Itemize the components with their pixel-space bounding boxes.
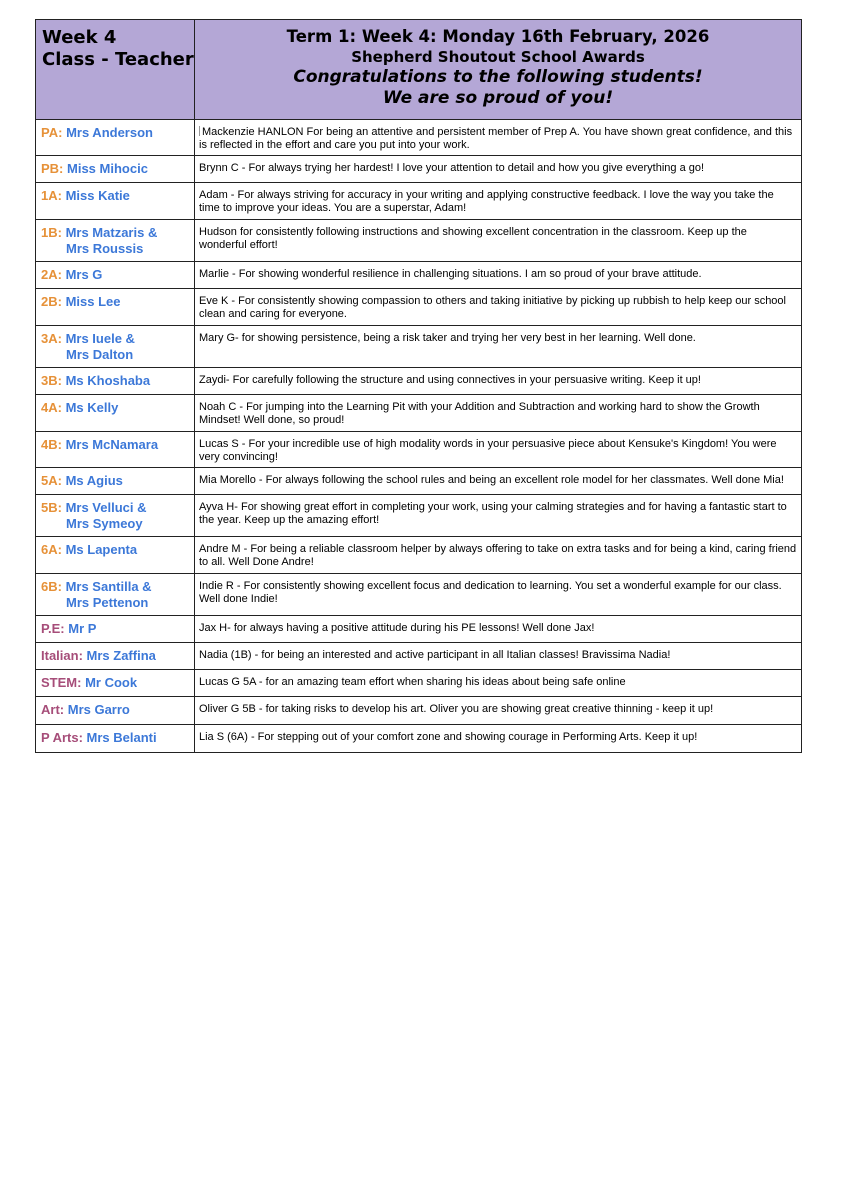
award-message-cell [195, 574, 802, 616]
award-message: Mackenzie HANLON For being an attentive and persistent member of Prep A. You have shown great confidence, and this is reflected in the effort and care you put into your work. [199, 126, 793, 151]
award-message: Noah C - For jumping into the Learning Pit with your Addition and Subtraction and working hard to show the Growth Mindset! Well done, so proud! [199, 401, 760, 426]
proud-line: We are so proud of you! [382, 88, 614, 108]
class-code: Italian: [41, 648, 83, 663]
award-message: Eve K - For consistently showing compassion to others and taking initiative by picking up rubbish to help keep our school clean and caring for everyone. [199, 295, 786, 320]
award-message-cell [195, 156, 802, 183]
class-teacher-cell [36, 262, 195, 289]
award-row [36, 468, 802, 495]
teacher-name-second: Mrs Roussis [66, 241, 144, 256]
class-code: P Arts: [41, 730, 83, 745]
award-message: Zaydi- For carefully following the structure and using connectives in your persuasive writing. Keep it up! [199, 374, 701, 386]
class-teacher-cell [36, 725, 195, 753]
class-teacher-cell [36, 368, 195, 395]
award-row [36, 262, 802, 289]
teacher-name: Miss Mihocic [67, 161, 148, 176]
award-message-cell [195, 368, 802, 395]
award-message: Jax H- for always having a positive attitude during his PE lessons! Well done Jax! [199, 622, 595, 634]
award-message-cell [195, 120, 802, 156]
class-teacher-cell [36, 616, 195, 643]
teacher-name: Ms Lapenta [65, 542, 138, 557]
class-teacher-line [41, 161, 190, 177]
class-code: STEM: [41, 675, 82, 690]
class-teacher-cell [36, 289, 195, 326]
award-message: Mary G- for showing persistence, being a risk taker and trying her very best in her learning. Well done. [199, 332, 696, 344]
award-row [36, 395, 802, 432]
class-code: PB: [41, 161, 64, 176]
teacher-name: Mrs Santilla & [65, 579, 152, 594]
award-message-cell [195, 432, 802, 468]
award-row [36, 220, 802, 262]
award-message-cell [195, 262, 802, 289]
term-date-title: Term 1: Week 4: Monday 16th February, 2026 [286, 27, 710, 46]
teacher-name: Mrs G [65, 267, 103, 282]
class-teacher-line [41, 675, 190, 691]
class-teacher-line [41, 473, 190, 489]
congratulations-line: Congratulations to the following students! [293, 67, 703, 87]
class-teacher-cell [36, 120, 195, 156]
award-row [36, 697, 802, 725]
award-message: Mia Morello - For always following the school rules and being an excellent role model for her classmates. Well done Mia! [199, 474, 784, 486]
teacher-name-second: Mrs Pettenon [66, 595, 149, 610]
award-message: Lia S (6A) - For stepping out of your comfort zone and showing courage in Performing Arts. Keep it up! [199, 731, 698, 743]
class-code: 1B: [41, 225, 62, 240]
award-message-cell [195, 537, 802, 574]
class-teacher-line [41, 648, 190, 664]
class-teacher-line [41, 125, 190, 141]
teacher-name: Mr P [68, 621, 97, 636]
award-message: Oliver G 5B - for taking risks to develop his art. Oliver you are showing great creative thinning - keep it up! [199, 703, 714, 715]
teacher-name: Mrs Garro [67, 702, 130, 717]
class-teacher-line [41, 225, 190, 241]
award-message-cell [195, 220, 802, 262]
class-code: 2A: [41, 267, 62, 282]
class-teacher-cell [36, 537, 195, 574]
award-row [36, 574, 802, 616]
award-row [36, 183, 802, 220]
class-code: 6A: [41, 542, 62, 557]
award-message: Marlie - For showing wonderful resilience in challenging situations. I am so proud of your brave attitude. [199, 268, 702, 280]
class-teacher-cell [36, 220, 195, 262]
awards-table [35, 19, 802, 753]
award-message: Lucas S - For your incredible use of high modality words in your persuasive piece about Kensuke's Kingdom! You were very convincing! [199, 438, 777, 463]
header-left-cell [36, 20, 195, 120]
class-code: 5B: [41, 500, 62, 515]
teacher-name: Mrs Velluci & [65, 500, 147, 515]
class-code: 6B: [41, 579, 62, 594]
award-row [36, 670, 802, 697]
class-code: 1A: [41, 188, 62, 203]
header-row [36, 20, 802, 120]
class-teacher-line [41, 730, 190, 746]
week-label: Week 4 [42, 27, 117, 48]
award-row [36, 643, 802, 670]
award-message: Ayva H- For showing great effort in completing your work, using your calming strategies and for having a fantastic start to the year. Keep up the amazing effort! [199, 501, 787, 526]
award-message-cell [195, 725, 802, 753]
class-teacher-cell [36, 468, 195, 495]
class-teacher-cell [36, 495, 195, 537]
award-row [36, 368, 802, 395]
award-message-cell [195, 289, 802, 326]
class-code: 4A: [41, 400, 62, 415]
award-row [36, 432, 802, 468]
award-row [36, 289, 802, 326]
award-message-cell [195, 495, 802, 537]
class-code: 3B: [41, 373, 62, 388]
teacher-name: Ms Khoshaba [65, 373, 151, 388]
class-code: 2B: [41, 294, 62, 309]
award-message: Indie R - For consistently showing excellent focus and dedication to learning. You set a wonderful example for our class. Well done Indie! [199, 580, 782, 605]
award-row [36, 495, 802, 537]
class-teacher-line [41, 702, 190, 718]
award-row [36, 725, 802, 753]
teacher-name-second: Mrs Symeoy [66, 516, 143, 531]
class-teacher-line [41, 400, 190, 416]
class-teacher-cell [36, 432, 195, 468]
award-message-cell [195, 670, 802, 697]
class-teacher-line [41, 500, 190, 516]
teacher-name: Mr Cook [85, 675, 138, 690]
class-teacher-cell [36, 183, 195, 220]
text-cursor-mark [199, 126, 201, 136]
class-code: 5A: [41, 473, 62, 488]
awards-subtitle: Shepherd Shoutout School Awards [351, 48, 645, 66]
award-message-cell [195, 616, 802, 643]
teacher-name: Miss Lee [65, 294, 121, 309]
class-teacher-line [41, 621, 190, 637]
class-teacher-cell [36, 643, 195, 670]
award-row [36, 120, 802, 156]
class-code: 4B: [41, 437, 62, 452]
award-row [36, 326, 802, 368]
teacher-name: Mrs Matzaris & [65, 225, 158, 240]
class-teacher-line [41, 542, 190, 558]
class-code: PA: [41, 125, 63, 140]
class-teacher-line [41, 373, 190, 389]
award-message: Brynn C - For always trying her hardest! I love your attention to detail and how you give everything a go! [199, 162, 705, 174]
class-teacher-cell [36, 670, 195, 697]
teacher-name-second: Mrs Dalton [66, 347, 134, 362]
class-code: Art: [41, 702, 65, 717]
teacher-name: Ms Kelly [65, 400, 119, 415]
teacher-name: Mrs Belanti [86, 730, 157, 745]
class-teacher-line [41, 437, 190, 453]
teacher-name: Mrs McNamara [65, 437, 159, 452]
class-teacher-line [41, 294, 190, 310]
award-row [36, 537, 802, 574]
teacher-name: Mrs Iuele & [65, 331, 135, 346]
class-teacher-cell [36, 697, 195, 725]
class-teacher-line [41, 579, 190, 595]
award-message: Andre M - For being a reliable classroom helper by always offering to take on extra tasks and for being a kind, caring friend to all. Well Done Andre! [199, 543, 797, 568]
class-code: P.E: [41, 621, 65, 636]
class-teacher-line [41, 331, 190, 347]
award-row [36, 616, 802, 643]
award-message-cell [195, 395, 802, 432]
class-teacher-line [41, 267, 190, 283]
teacher-name: Mrs Zaffina [86, 648, 156, 663]
class-teacher-label: Class - Teacher [42, 49, 194, 70]
award-message: Lucas G 5A - for an amazing team effort when sharing his ideas about being safe online [199, 676, 626, 688]
award-message: Adam - For always striving for accuracy in your writing and applying constructive feedback. I love the way you take the time to improve your ideas. You are a superstar, Adam! [199, 189, 774, 214]
class-teacher-cell [36, 395, 195, 432]
class-teacher-cell [36, 574, 195, 616]
award-message-cell [195, 468, 802, 495]
class-code: 3A: [41, 331, 62, 346]
award-message: Nadia (1B) - for being an interested and active participant in all Italian classes! Bravissima Nadia! [199, 649, 671, 661]
teacher-name: Ms Agius [65, 473, 123, 488]
teacher-name: Mrs Anderson [66, 125, 153, 140]
award-message-cell [195, 326, 802, 368]
teacher-name: Miss Katie [65, 188, 130, 203]
award-message-cell [195, 697, 802, 725]
award-message-cell [195, 643, 802, 670]
class-teacher-cell [36, 326, 195, 368]
award-message-cell [195, 183, 802, 220]
header-title-cell [195, 20, 802, 120]
class-teacher-line [41, 188, 190, 204]
award-row [36, 156, 802, 183]
class-teacher-cell [36, 156, 195, 183]
award-message: Hudson for consistently following instructions and showing excellent concentration in the classroom. Keep up the wonderful effort! [199, 226, 747, 251]
